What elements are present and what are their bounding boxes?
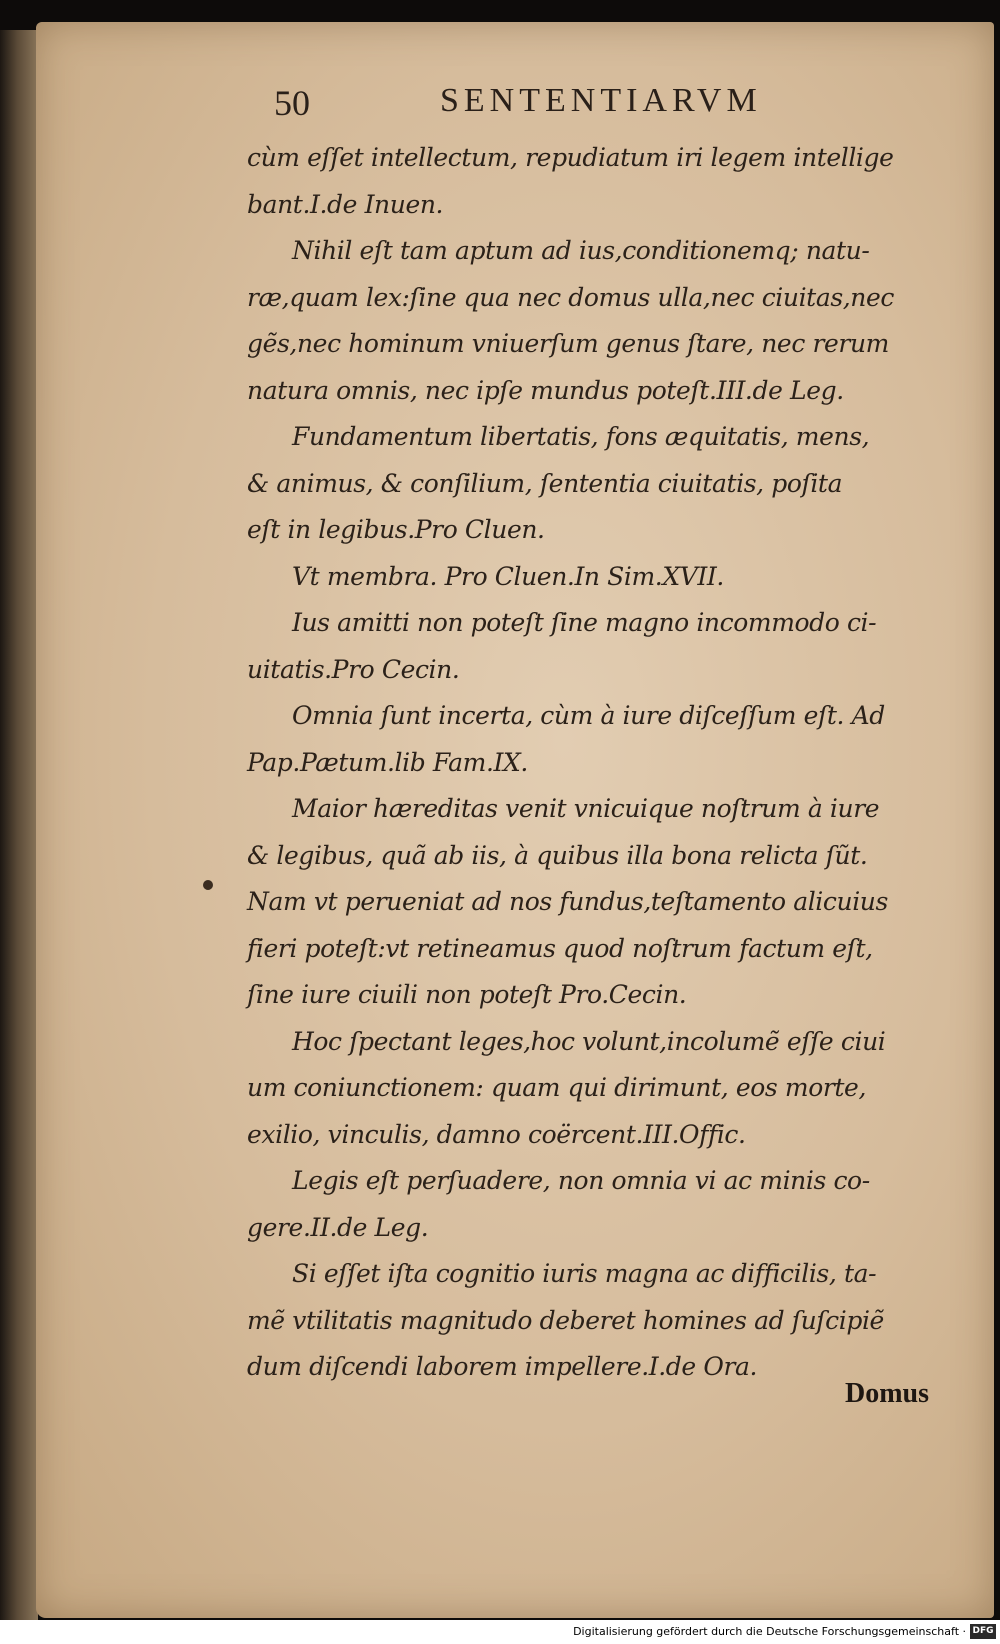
running-head	[240, 62, 860, 123]
body-text	[247, 135, 947, 1391]
text-line: Maior hæreditas venit vnicuique noſtrum à iure	[292, 794, 880, 823]
text-line: eſt in legibus.Pro Cluen.	[247, 515, 545, 544]
text-line: mẽ vtilitatis magnitudo deberet homines ad ſuſcipiẽ	[247, 1305, 884, 1335]
text-line: exilio, vinculis, damno coërcent.III.Offic.	[247, 1119, 746, 1149]
running-title: SENTENTIARVM	[440, 82, 762, 119]
text-line: gẽs,nec hominum vniuerſum genus ſtare, nec rerum	[247, 329, 889, 358]
text-line: ræ,quam lex:ſine qua nec domus ulla,nec ciuitas,nec	[247, 282, 895, 312]
text-line: cùm eſſet intellectum, repudiatum iri legem intellige	[247, 143, 894, 172]
text-line: Nam vt perueniat ad nos fundus,teſtamento alicuius	[247, 887, 888, 916]
text-line: Hoc ſpectant leges,hoc volunt,incolumẽ eſſe ciui	[292, 1026, 886, 1056]
text-line: & animus, & conſilium, ſententia ciuitatis, poſita	[247, 468, 843, 498]
margin-dot-mark	[203, 880, 213, 890]
text-line: Nihil eſt tam aptum ad ius,conditionemq; natu-	[292, 236, 870, 265]
catchword: Domus	[845, 1378, 930, 1409]
page-number: 50	[274, 83, 310, 123]
text-line: Ius amitti non poteſt ſine magno incommodo ci-	[292, 608, 877, 637]
text-line: Fundamentum libertatis, fons æquitatis, mens,	[292, 422, 870, 451]
text-line: Legis eſt perſuadere, non omnia vi ac minis co-	[292, 1166, 870, 1195]
text-line: fieri poteſt:vt retineamus quod noſtrum factum eſt,	[247, 933, 873, 963]
text-line: Pap.Pætum.lib Fam.IX.	[247, 747, 528, 777]
text-line: um coniunctionem: quam qui dirimunt, eos morte,	[247, 1073, 866, 1102]
funding-credit: Digitalisierung gefördert durch die Deutsche Forschungsgemeinschaft ·	[573, 1625, 966, 1638]
text-line: bant.I.de Inuen.	[247, 189, 444, 219]
text-line: Si eſſet iſta cognitio iuris magna ac difficilis, ta-	[292, 1259, 877, 1288]
text-line: gere.II.de Leg.	[247, 1212, 429, 1242]
text-line: uitatis.Pro Cecin.	[247, 654, 460, 684]
text-line: ſine iure ciuili non poteſt Pro.Cecin.	[247, 980, 687, 1009]
text-line: natura omnis, nec ipſe mundus poteſt.III.de Leg.	[247, 375, 844, 405]
digitization-footer	[0, 1620, 1000, 1644]
text-line: & legibus, quã ab iis, à quibus illa bona relicta ſũt.	[247, 840, 868, 870]
text-line: Omnia ſunt incerta, cùm à iure diſceſſum eſt. Ad	[292, 701, 885, 730]
dfg-logo-icon: DFG	[970, 1624, 996, 1639]
text-line: dum diſcendi laborem impellere.I.de Ora.	[247, 1352, 758, 1381]
text-line: Vt membra. Pro Cluen.In Sim.XVII.	[292, 561, 724, 591]
book-spine-edge	[0, 30, 38, 1620]
